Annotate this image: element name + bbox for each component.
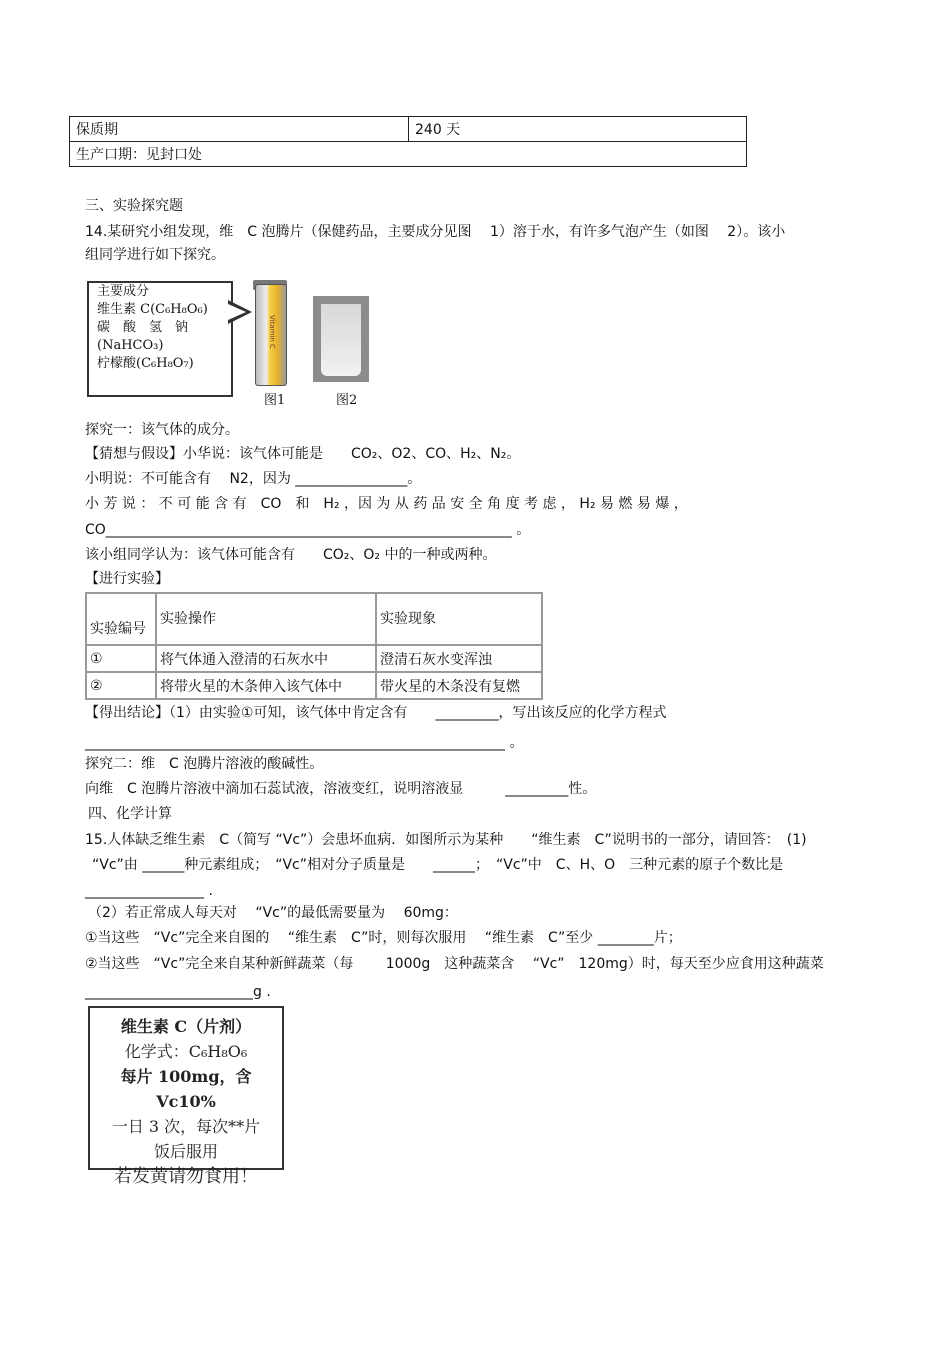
table-row: ① 将气体通入澄清的石灰水中 澄清石灰水变浑浊: [86, 645, 542, 672]
q14-line2: 组同学进行如下探究。: [85, 247, 225, 263]
litmus-line: 向维 C 泡腾片溶液中滴加石蕊试液，溶液变红，说明溶液显 _________性。: [85, 781, 597, 797]
explore1: 探究一：该气体的成分。: [85, 422, 239, 438]
section4-title: 四、化学计算: [88, 806, 172, 822]
q14-line1: 14.某研究小组发现，维 C 泡腾片（保健药品，主要成分见图 1）溶于水，有许多气泡产生（如图 2）。该小: [85, 224, 786, 240]
production-date: 生产口期：见封口处: [70, 142, 747, 167]
table-header: 实验编号: [86, 593, 156, 645]
conclusion-line: 【得出结论】（1）由实验①可知，该气体中肯定含有 _________，写出该反应的化学方程式: [85, 705, 667, 721]
q15-line5: ①当这些 “Vc”完全来自图的 “维生素 C”时，则每次服用 “维生素 C”至少 ________片；: [85, 930, 682, 946]
guess-line: 【猜想与假设】小华说：该气体可能是 CO₂、O2、CO、H₂、N₂。: [85, 446, 521, 462]
q15-line3: _________________ .: [85, 883, 213, 899]
vitamin-c-label-image: 维生素 C（片剂） 化学式：C₆H₈O₆ 每片 100mg，含 Vc10% 一日 3 次，每次**片 饭后服用 若发黄请勿食用！: [88, 1006, 284, 1170]
explore2: 探究二：维 C 泡腾片溶液的酸碱性。: [85, 756, 324, 772]
group-line: 该小组同学认为：该气体可能含有 CO₂、O₂ 中的一种或两种。: [85, 547, 497, 563]
product-info-table: [69, 116, 747, 167]
q15-line4: （2）若正常成人每天对 “Vc”的最低需要量为 60mg：: [88, 905, 458, 921]
co-blank-line: CO__________________________________________________________ 。: [85, 522, 531, 538]
shelf-life-value: 240 天: [409, 117, 747, 142]
equation-blank: ____________________________________________________________ 。: [85, 735, 524, 751]
xiaofang-line: 小 芳 说 ： 不 可 能 含 有 CO 和 H₂ ，因 为 从 药 品 安 全 角 度 考 虑 ， H₂ 易 燃 易 爆 ，: [85, 496, 688, 512]
fig1-label: 图1: [264, 393, 286, 408]
table-header: 实验现象: [376, 593, 542, 645]
section3-title: 三、实验探究题: [85, 198, 183, 214]
table-row: ② 将带火星的木条伸入该气体中 带火星的木条没有复燃: [86, 672, 542, 699]
q15-line1: 15.人体缺乏维生素 C（简写 “Vc”）会患坏血病．如图所示为某种 “维生素 C”说明书的一部分，请回答： (1): [85, 832, 807, 848]
table-header: 实验操作: [156, 593, 376, 645]
q15-line7: ________________________g .: [85, 984, 271, 1000]
q15-line2: “Vc”由 ______种元素组成； “Vc”相对分子质量是 ______； “Vc”中 C、H、O 三种元素的原子个数比是: [92, 857, 784, 873]
q15-line6: ②当这些 “Vc”完全来自某种新鲜蔬菜（每 1000g 这种蔬菜含 “Vc” 120mg）时，每天至少应食用这种蔬菜: [85, 956, 824, 972]
experiment-table: [85, 592, 543, 700]
shelf-life-label: 保质期: [70, 117, 409, 142]
experiment-heading: 【进行实验】: [85, 571, 169, 587]
vitamin-c-tube-image: Vitamin C: [255, 284, 287, 386]
fig2-label: 图2: [336, 393, 358, 408]
ingredients-callout: 主要成分 维生素 C(C₆H₈O₆) 碳 酸 氢 钠 (NaHCO₃) 柠檬酸(C₆H₈O₇): [87, 281, 233, 397]
xiaoming-line: 小明说：不可能含有 N2，因为 ________________。: [85, 471, 422, 487]
